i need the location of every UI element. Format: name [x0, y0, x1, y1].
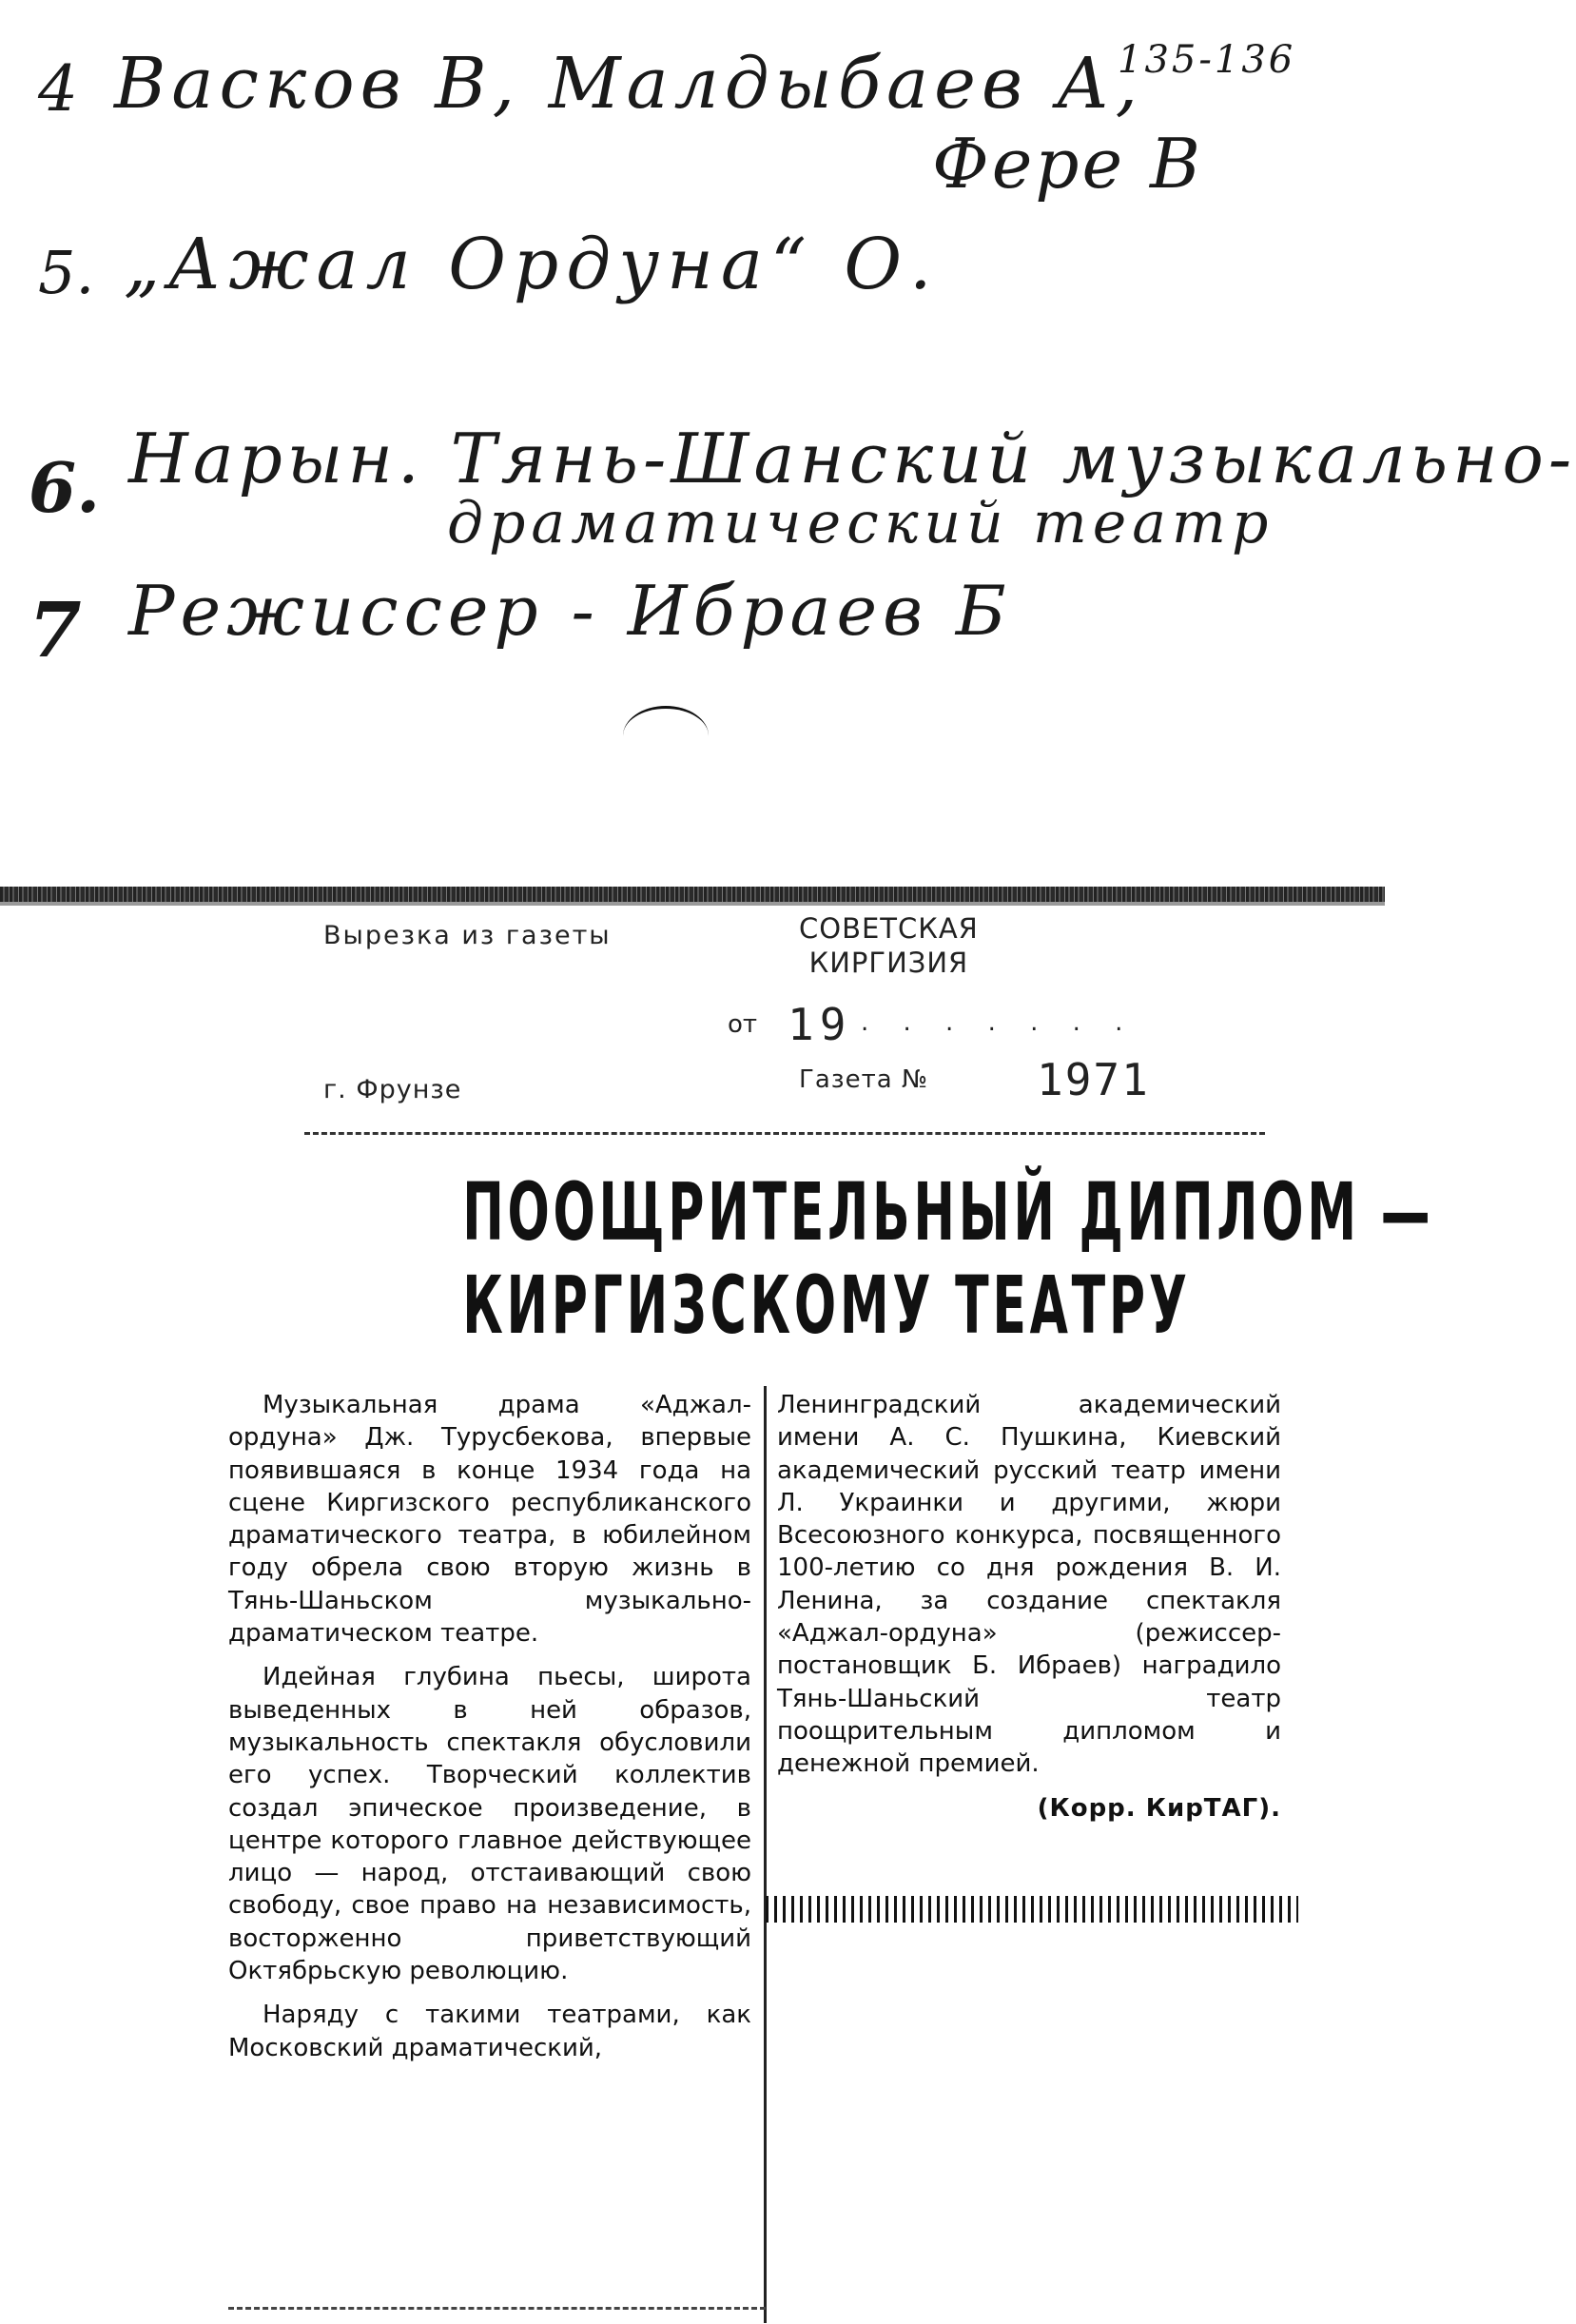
handwritten-play-title: „Ажал Ордуна“ О. [124, 224, 940, 305]
handwritten-mark [623, 706, 709, 766]
article-column-left [228, 1389, 751, 2076]
article-end-rule [766, 1896, 1298, 1923]
handwritten-authors: Васков В, Малдыбаев А, [114, 43, 1144, 125]
handwritten-theatre-cont: драматический театр [447, 490, 1274, 557]
clipping-edge-shadow [0, 902, 1385, 906]
column-divider [764, 1386, 767, 2323]
handwritten-author-2: Фере В [932, 124, 1203, 204]
article-paragraph-1: Музыкальная драма «Аджал-ордуна» Дж. Турусбекова, впервые появившаяся в конце 1934 года на сцене Киргизского республиканского драматического театра, в юбилейном году обрела свою вторую жизнь в Тянь-Шаньском музыкально-драматическом театре. [228, 1391, 751, 1649]
article-paragraph-2: Идейная глубина пьесы, широта выведенных в ней образов, музыкальность спектакля обусловили его успех. Творческий коллектив создал эпическое произведение, в центре которого главное действующее лицо — народ, отстаивающий свою свободу, свое право на независимость, восторженно приветствующий Октябрьскую революцию. [228, 1663, 751, 1986]
handwritten-director: Режиссер - Ибраев Б [128, 571, 1012, 651]
article-paragraph-4: Ленинградский академический имени А. С. Пушкина, Киевский академический русский театр имени Л. Украинки и другими, жюри Всесоюзного конкурса, посвященного 100-летию со дня рождения В. И. Ленина, за создание спектакля «Аджал-ордуна» (режиссер-постановщик Б. Ибраев) наградило Тянь-Шаньский театр поощрительным дипломом и денежной премией. [777, 1391, 1281, 1779]
handwritten-number-4: 4 [38, 52, 78, 126]
headline-line2: КИРГИЗСКОМУ ТЕАТРУ [462, 1259, 1191, 1352]
article-paragraph-3: Наряду с такими театрами, как Московский драматический, [228, 2001, 751, 2062]
handwritten-theatre: Нарын. Тянь-Шанский музыкально- [128, 419, 1576, 498]
handwritten-number-5: 5. [38, 238, 95, 307]
newspaper-name-line2: КИРГИЗИЯ [808, 947, 969, 979]
issue-number-label: Газета № [799, 1065, 928, 1094]
handwritten-pages: 135-136 [1118, 38, 1296, 82]
date-prefix: от [728, 1010, 758, 1039]
clipping-label: Вырезка из газеты [323, 921, 612, 950]
article-column-right [777, 1389, 1281, 1825]
date-day-stamp: 19 [788, 999, 852, 1050]
newspaper-name [799, 911, 979, 980]
handwritten-number-6: 6. [29, 447, 101, 528]
clipping-edge [0, 887, 1385, 902]
newspaper-name-line1: СОВЕТСКАЯ [799, 912, 979, 945]
date-dots: . . . . . . . [861, 1008, 1137, 1037]
headline-line1: ПООЩРИТЕЛЬНЫЙ ДИПЛОМ — [462, 1165, 1434, 1259]
handwritten-number-7: 7 [29, 585, 82, 674]
city-label: г. Фрунзе [323, 1075, 462, 1104]
article-headline [462, 1165, 1434, 1352]
bottom-cut-line [228, 2307, 766, 2310]
year-stamp: 1971 [1037, 1054, 1150, 1105]
header-rule [304, 1132, 1265, 1135]
article-byline: (Корр. КирТАГ). [1037, 1793, 1281, 1823]
